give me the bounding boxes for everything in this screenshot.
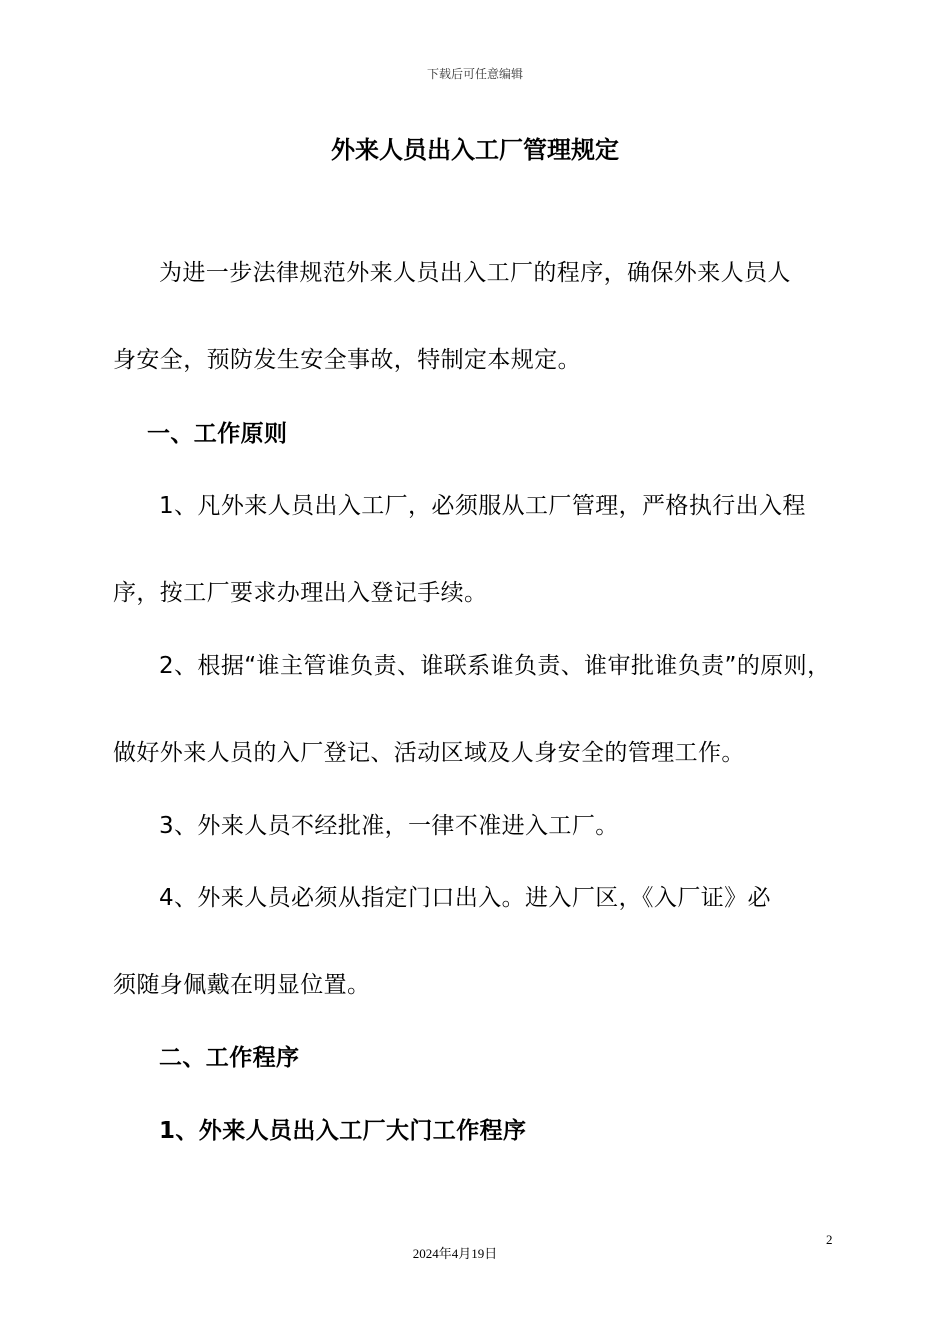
document-title: 外来人员出入工厂管理规定 [331, 136, 619, 164]
principle-3-line: 3、外来人员不经批准，一律不准进入工厂。 [159, 813, 619, 839]
footer-date: 2024年4月19日 [412, 1246, 498, 1261]
principle-1-line-1: 1、凡外来人员出入工厂，必须服从工厂管理，严格执行出入程 [159, 493, 806, 519]
principle-2-line-1: 2、根据“谁主管谁负责、谁联系谁负责、谁审批谁负责”的原则， [159, 653, 831, 679]
principle-4-line-1: 4、外来人员必须从指定门口出入。进入厂区，《入厂证》必 [159, 885, 771, 911]
section-heading-principles: 一、工作原则 [147, 421, 288, 447]
intro-line-2: 身安全，预防发生安全事故，特制定本规定。 [113, 347, 581, 373]
page-header-note: 下载后可任意编辑 [426, 67, 523, 81]
principle-4-line-2: 须随身佩戴在明显位置。 [113, 972, 371, 998]
intro-line-1: 为进一步法律规范外来人员出入工厂的程序，确保外来人员人 [159, 260, 791, 286]
section-heading-procedures: 二、工作程序 [159, 1045, 300, 1071]
subsection-heading-gate-procedure: 1、外来人员出入工厂大门工作程序 [159, 1118, 527, 1144]
page-number: 2 [826, 1232, 833, 1247]
principle-2-line-2: 做好外来人员的入厂登记、活动区域及人身安全的管理工作。 [113, 740, 745, 766]
principle-1-line-2: 序，按工厂要求办理出入登记手续。 [113, 580, 488, 606]
